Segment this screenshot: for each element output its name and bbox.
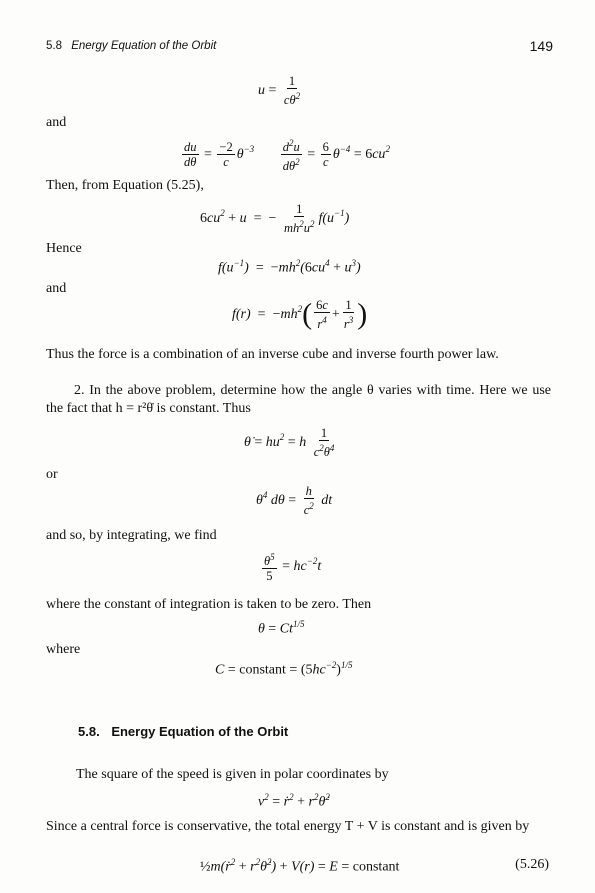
text-or: or	[46, 467, 58, 482]
text-integrating: and so, by integrating, we find	[46, 528, 217, 543]
equation-theta-t: $\theta = Ct^{1/5}$	[258, 619, 305, 637]
text-hence: Hence	[46, 241, 82, 256]
equation-energy: ½m(ṙ$^2$ + $r^2\thetȧ^2) + V(r) = E$ = constant	[200, 857, 400, 875]
section-heading	[78, 724, 288, 739]
text-and-2: and	[46, 281, 67, 296]
equation-integrated: $\frac{\theta^5}{5}$ = $hc^{-2}t$	[264, 552, 322, 584]
equation-force-in-r: $f(r) = -mh^2$( $\frac{6c}{r^4}$ + $\frac{1}{r^3}$ )	[232, 297, 368, 332]
equation-separated: $\theta^4$ dθ = $\frac{h}{c^2}$ dt	[256, 484, 333, 518]
header-section-title: Energy Equation of the Orbit	[71, 40, 217, 52]
paragraph-force-combination: Thus the force is a combination of an inverse cube and inverse fourth power law.	[46, 347, 499, 362]
equation-number: (5.26)	[515, 857, 549, 872]
paragraph-central-force: Since a central force is conservative, the total energy T + V is constant and is given by	[46, 819, 530, 834]
paragraph-problem-2: 2. In the above problem, determine how the angle θ varies with time. Here we use the fact that h = r²θ̇ is constant. Thus	[46, 383, 551, 416]
text-where: where	[46, 642, 81, 657]
equation-constant-C: C = constant = $(5hc^{-2})^{1/5}$	[215, 660, 353, 678]
equation-u-definition: u = $\frac{1}{c\theta^2}$	[258, 74, 301, 108]
equation-force-relation: $6cu^2 + u$ = − $\frac{1}{mh^2u^2}$ $f(u^{-1})$	[200, 202, 350, 236]
section-number: 5.8.	[78, 724, 100, 739]
page-number: 149	[529, 38, 553, 54]
equation-derivatives: $\frac{du}{d\theta}$ = $\frac{-2}{c}$ $\theta^{-3}$ $\frac{d^2u}{d\theta^2}$ = $\frac{6}{c}$ $\theta^{-4} = 6cu^2$	[184, 138, 390, 174]
header-section-number: 5.8	[46, 40, 62, 52]
equation-speed-squared: $v^2$ = ṙ$^2$ + $r^2\thetȧ^2$	[258, 792, 330, 810]
paragraph-constant-zero: where the constant of integration is taken to be zero. Then	[46, 597, 372, 612]
paragraph-speed-polar: The square of the speed is given in polar coordinates by	[76, 767, 389, 782]
running-header	[46, 40, 216, 52]
equation-theta-dot: θ̇ = $hu^2 = h$ $\frac{1}{c^2\theta^4}$	[244, 426, 335, 460]
equation-force-in-u: $f(u^{-1}) = -mh^2(6cu^4 + u^3)$	[218, 258, 361, 276]
text-then-from-equation: Then, from Equation (5.25),	[46, 178, 204, 193]
text-and: and	[46, 115, 67, 130]
section-title: Energy Equation of the Orbit	[111, 724, 289, 739]
